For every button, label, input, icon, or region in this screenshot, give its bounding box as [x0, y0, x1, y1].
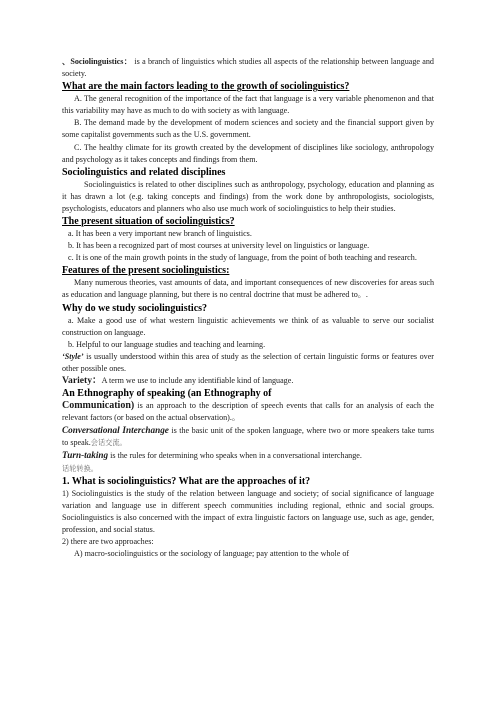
situation-item-c: c. It is one of the main growth points in the study of language, from the point of both teaching and research. [68, 253, 417, 263]
turn-cn-line [62, 463, 434, 475]
conversational-cn: 会话交流。 [90, 438, 127, 448]
intro-text: is a branch of linguistics which studies all aspects of the relationship between language and society. [62, 57, 434, 79]
growth-item-c: C. The healthy climate for its growth created by the development of disciplines like sociology, anthropology and psychology as it takes concepts and findings from them. [62, 142, 434, 164]
turn-term: Turn-taking [62, 450, 109, 461]
intro-term: 、Sociolinguistics： [62, 57, 133, 66]
q1-answer-1: 1) Sociolinguistics is the study of the relation between language and society; of social significance of language variation and language use in different speech communities including regional, ethnic and social groups. Sociolinguistics is also concerned with the impact of extra linguistic factors on language use, such as age, gender, profession, and social status. [62, 488, 434, 534]
growth-item-b: B. The demand made by the development of modern sciences and society and the financial support given by some capitalist governments such as the U.S. government. [62, 118, 434, 140]
variety-paragraph [62, 375, 434, 387]
features-text: Many numerous theories, vast amounts of data, and important consequences of new discoveries for areas such as education and language planning, but there is no central doctrine that must be adhered to。. [62, 278, 434, 300]
style-text: is usually understood within this area of study as the selection of certain linguistic forms or features over other possible ones. [62, 351, 434, 373]
features-heading: Features of the present sociolinguistics: [62, 265, 230, 277]
situation-heading: The present situation of sociolinguistics? [62, 216, 235, 228]
ethnography-paragraph [62, 400, 434, 424]
growth-item-a: A. The general recognition of the importance of the fact that language is a very variable phenomenon and that this variability may have as much to do with society as with language. [62, 94, 434, 116]
why-item-a: a. Make a good use of what western linguistic achievements we think of as valuable to serve our socialist construction on language. [62, 315, 434, 337]
related-heading: Sociolinguistics and related disciplines [62, 166, 226, 178]
why-item-b: b. Helpful to our language studies and teaching and learning. [68, 339, 266, 349]
conversational-text: is the basic unit of the spoken language, where two or more speakers take turns to speak. [62, 426, 435, 448]
situation-item-b: b. It has been a recognized part of most courses at university level on linguistics or language. [68, 241, 370, 251]
ethnography-text: is an approach to the description of speech events that calls for an analysis of each the relevant factors (or based on the actual observation).。 [62, 401, 434, 423]
related-text: Sociolinguistics is related to other disciplines such as anthropology, psychology, education and planning as it has drawn a lot (e.g. taking concepts and findings) from the work done by anthropologists, sociologists, psychologists, educators and planners who also use much work of sociolinguistics to help their studies. [62, 179, 434, 213]
conversational-paragraph [62, 424, 434, 449]
turn-text: is the rules for determining who speaks when in a conversational interchange. [108, 451, 362, 461]
conversational-term: Conversational Interchange [62, 425, 169, 436]
style-term: ‘Style’ [62, 351, 84, 361]
q1-answer-3: A) macro-sociolinguistics or the sociology of language; pay attention to the whole of [74, 549, 350, 559]
document-page [62, 56, 434, 560]
turn-paragraph [62, 449, 434, 462]
q1-answer-2: 2) there are two approaches: [62, 537, 154, 546]
situation-item-a: a. It has been a very important new branch of linguistics. [68, 229, 252, 239]
ethnography-term: Communication) [62, 400, 135, 412]
style-paragraph [62, 351, 434, 375]
growth-heading: What are the main factors leading to the growth of sociolinguistics? [62, 81, 350, 93]
ethnography-heading: An Ethnography of speaking (an Ethnography of [62, 388, 272, 400]
intro-paragraph [62, 56, 434, 80]
turn-cn: 话轮转换。 [62, 463, 98, 473]
q1-heading: 1. What is sociolinguistics? What are the approaches of it? [62, 475, 311, 487]
why-heading: Why do we study sociolinguistics? [62, 302, 208, 314]
variety-term: Variety： [62, 374, 102, 386]
variety-text: A term we use to include any identifiable kind of language. [101, 375, 294, 385]
